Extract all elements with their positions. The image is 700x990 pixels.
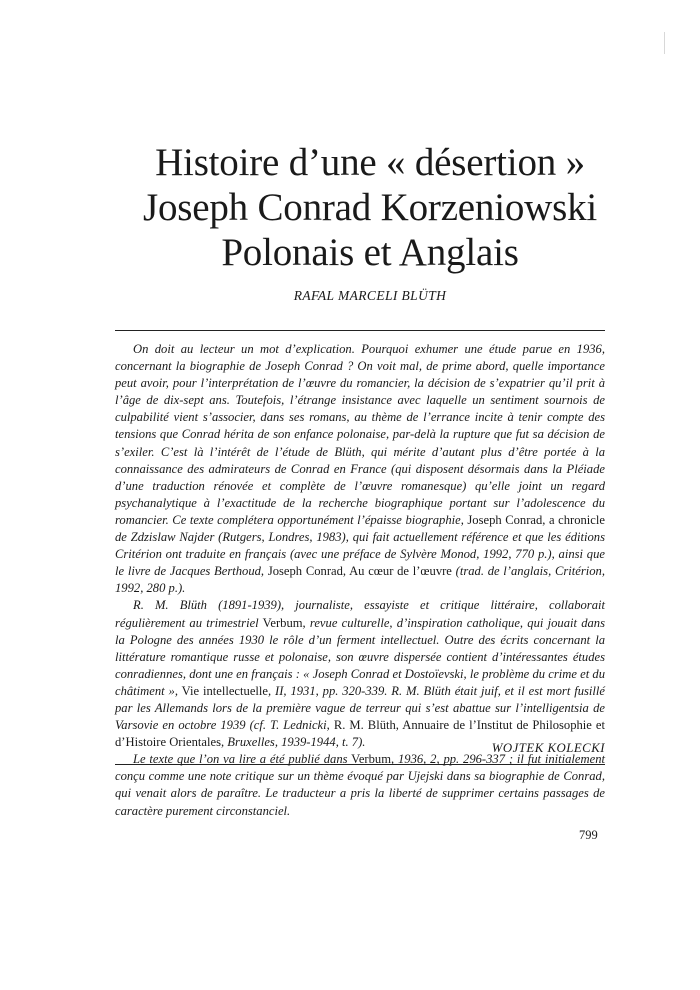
intro-paragraph-2: R. M. Blüth (1891-1939), journaliste, essayiste et critique littéraire, collaborait régulièrement au trimestriel Verbum, revue culturelle, d’inspiration catholique, qui jouait dans la Pologne des années 1930 le rôle d’un ferment intellectuel. Outre des écrits concernant la littérature romantique russe et polonaise, son œuvre dispersée contient d’intéressantes études conradiennes, dont une en français : « Joseph Conrad et Dostoïevski, le problème du crime et du châtiment », Vie intellectuelle, II, 1931, pp. 320-339. R. M. Blüth était juif, et il est mort fusillé par les Allemands lors de la première vague de terreur qui s’est abattue sur l’intelligentsia de Varsovie en octobre 1939 (cf. T. Lednicki, R. M. Blüth, Annuaire de l’Institut de Philosophie et d’Histoire Orientales, Bruxelles, 1939-1944, t. 7). bbox=[115, 598, 606, 750]
bottom-divider bbox=[115, 764, 605, 765]
scan-mark bbox=[664, 32, 665, 54]
article-title bbox=[0, 140, 700, 275]
title-line-1: Histoire d’une « désertion » bbox=[155, 141, 585, 184]
top-divider bbox=[115, 330, 605, 331]
intro-paragraph-1: On doit au lecteur un mot d’explication. Pourquoi exhumer une étude parue en 1936, concernant la biographie de Joseph Conrad ? On voit mal, de prime abord, quelle importance peut avoir, pour l’interprétation de l’œuvre du romancier, la décision de s’expatrier qu’il prit à l’âge de dix-sept ans. Toutefois, l’étrange insistance avec laquelle un sentiment sournois de culpabilité vient s’associer, dans ses romans, au thème de l’errance incite à tenir compte des tensions que Conrad hérita de son enfance polonaise, par-delà la rupture que fut sa décision de s’exiler. C’est là l’intérêt de l’étude de Blüth, qui mérite d’autant plus d’être portée à la connaissance des admirateurs de Conrad en France (qui disposent désormais dans la Pléiade d’une traduction rénovée et complète de l’œuvre romanesque) qu’elle joint un regard psychanalytique à l’exactitude de la recherche biographique portant sur l’adolescence du romancier. Ce texte complétera opportunément l’épaisse biographie, Joseph Conrad, a chronicle de Zdzislaw Najder (Rutgers, Londres, 1983), qui fait actuellement référence et que les éditions Critérion ont traduite en français (avec une préface de Sylvère Monod, 1992, 770 p.), ainsi que le livre de Jacques Berthoud, Joseph Conrad, Au cœur de l’œuvre (trad. de l’anglais, Critérion, 1992, 280 p.). bbox=[115, 342, 605, 596]
intro-paragraph-3: Le texte que l’on va lire a été publié dans Verbum, 1936, 2, pp. 296-337 ; il fut initialement conçu comme une note critique sur un thème évoqué par Ujejski dans sa biographie de Conrad, qui venait alors de paraître. Le traducteur a pris la liberté de supprimer certains passages de caractère purement circonstanciel. bbox=[115, 752, 605, 818]
translator-signature: WOJTEK KOLECKI bbox=[491, 741, 605, 755]
page-number: 799 bbox=[579, 828, 598, 842]
title-line-3: Polonais et Anglais bbox=[221, 231, 519, 274]
title-line-2: Joseph Conrad Korzeniowski bbox=[142, 186, 598, 229]
author-name: RAFAL MARCELI BLÜTH bbox=[293, 288, 447, 303]
